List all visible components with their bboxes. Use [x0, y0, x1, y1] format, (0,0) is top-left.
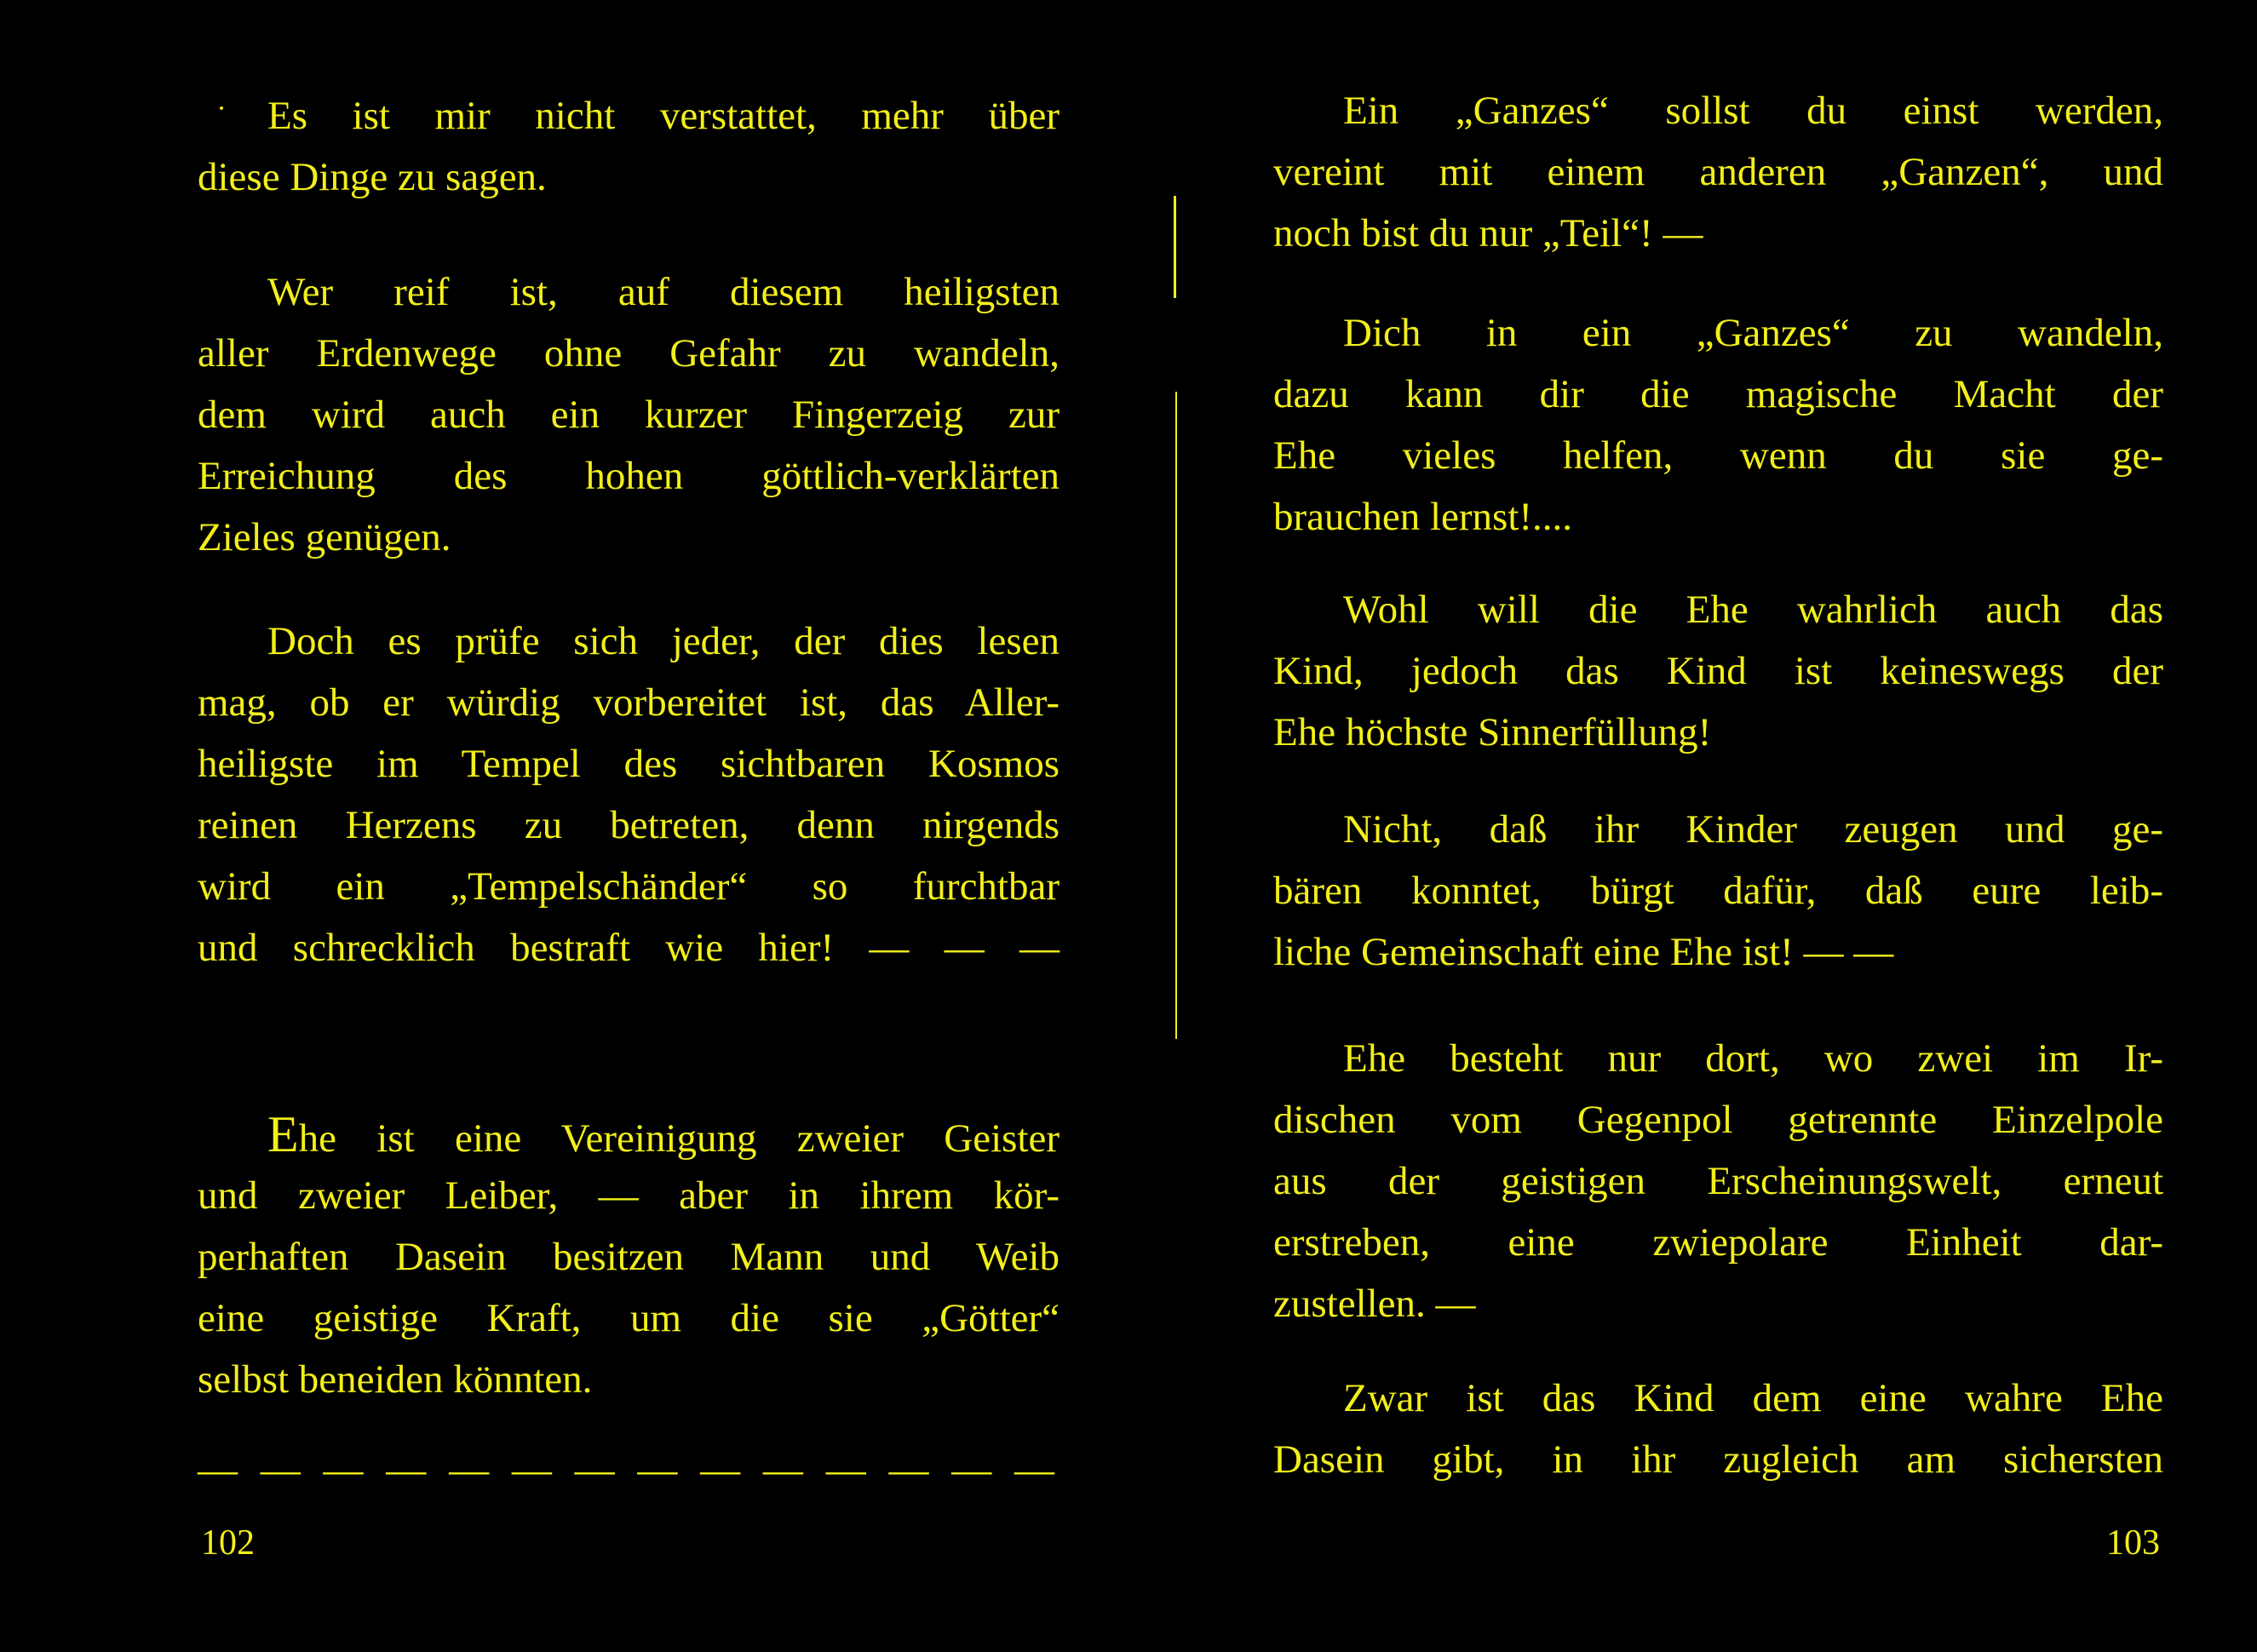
text-line: Zwar ist das Kind dem eine wahre Ehe	[1343, 1376, 2163, 1420]
text-line: und zweier Leiber, — aber in ihrem kör-	[198, 1173, 1060, 1218]
text-line: aller Erdenwege ohne Gefahr zu wandeln,	[198, 331, 1060, 376]
text-line: erstreben, eine zwiepolare Einheit dar-	[1273, 1220, 2163, 1265]
gutter-line	[1175, 392, 1177, 1039]
text-line: Wer reif ist, auf diesem heiligsten	[267, 270, 1060, 314]
separator-dashes: — — — — — — — — — — — — — —	[198, 1448, 1060, 1492]
paragraph	[1273, 80, 2163, 264]
text-line: mag, ob er würdig vorbereitet ist, das Aller-	[198, 680, 1060, 725]
text-line-rest: he ist eine Vereinigung zweier Geister	[298, 1116, 1060, 1161]
text-line: dischen vom Gegenpol getrennte Einzelpole	[1273, 1098, 2163, 1142]
text-line: Doch es prüfe sich jeder, der dies lesen	[267, 619, 1060, 663]
text-line: vereint mit einem anderen „Ganzen“, und	[1273, 150, 2163, 194]
text-line: aus der geistigen Erscheinungswelt, erneut	[1273, 1159, 2163, 1203]
text-line: Zieles genügen.	[198, 515, 451, 559]
text-line: und schrecklich bestraft wie hier! — — —	[198, 926, 1060, 970]
left-page	[198, 0, 1060, 1652]
speck	[220, 106, 223, 110]
text-line: eine geistige Kraft, um die sie „Götter“	[198, 1296, 1060, 1340]
text-line: heiligste im Tempel des sichtbaren Kosmos	[198, 742, 1060, 786]
text-line: Ein „Ganzes“ sollst du einst werden,	[1343, 89, 2163, 133]
text-line: noch bist du nur „Teil“! —	[1273, 211, 1703, 255]
text-line: Wohl will die Ehe wahrlich auch das	[1343, 588, 2163, 632]
drop-cap: E	[267, 1106, 299, 1162]
paragraph	[1273, 579, 2163, 763]
paragraph	[1273, 302, 2163, 548]
text-line: Kind, jedoch das Kind ist keineswegs der	[1273, 649, 2163, 693]
text-line: zustellen. —	[1273, 1282, 1476, 1326]
text-line: reinen Herzens zu betreten, denn nirgends	[198, 803, 1060, 847]
text-line: brauchen lernst!....	[1273, 495, 1573, 539]
right-page	[1273, 0, 2163, 1652]
paragraph	[198, 85, 1060, 208]
text-line: Es ist mir nicht verstattet, mehr über	[267, 94, 1060, 138]
text-line	[198, 1104, 1060, 1165]
text-line: Ehe höchste Sinnerfüllung!	[1273, 710, 1712, 754]
text-line: dem wird auch ein kurzer Fingerzeig zur	[198, 393, 1060, 437]
page-number: 103	[2106, 1523, 2160, 1563]
text-line: Ehe besteht nur dort, wo zwei im Ir-	[1343, 1036, 2163, 1081]
gutter-line	[1174, 196, 1176, 298]
page-number: 102	[201, 1523, 255, 1563]
paragraph	[198, 611, 1060, 978]
text-line: dazu kann dir die magische Macht der	[1273, 372, 2163, 416]
text-line: perhaften Dasein besitzen Mann und Weib	[198, 1235, 1060, 1279]
text-line: wird ein „Tempelschänder“ so furchtbar	[198, 864, 1060, 909]
paragraph	[198, 261, 1060, 568]
paragraph	[1273, 1368, 2163, 1490]
text-line: Nicht, daß ihr Kinder zeugen und ge-	[1343, 807, 2163, 852]
text-line: diese Dinge zu sagen.	[198, 155, 547, 199]
text-line: Ehe vieles helfen, wenn du sie ge-	[1273, 433, 2163, 478]
text-line: Dasein gibt, in ihr zugleich am sichersten	[1273, 1437, 2163, 1482]
text-line: bären konntet, bürgt dafür, daß eure leib-	[1273, 869, 2163, 913]
text-line: Erreichung des hohen göttlich-verklärten	[198, 454, 1060, 498]
text-line: selbst beneiden könnten.	[198, 1357, 593, 1402]
paragraph	[198, 1104, 1060, 1410]
text-line: Dich in ein „Ganzes“ zu wandeln,	[1343, 311, 2163, 355]
paragraph	[1273, 1028, 2163, 1334]
paragraph	[1273, 799, 2163, 983]
text-line: liche Gemeinschaft eine Ehe ist! — —	[1273, 930, 1894, 974]
